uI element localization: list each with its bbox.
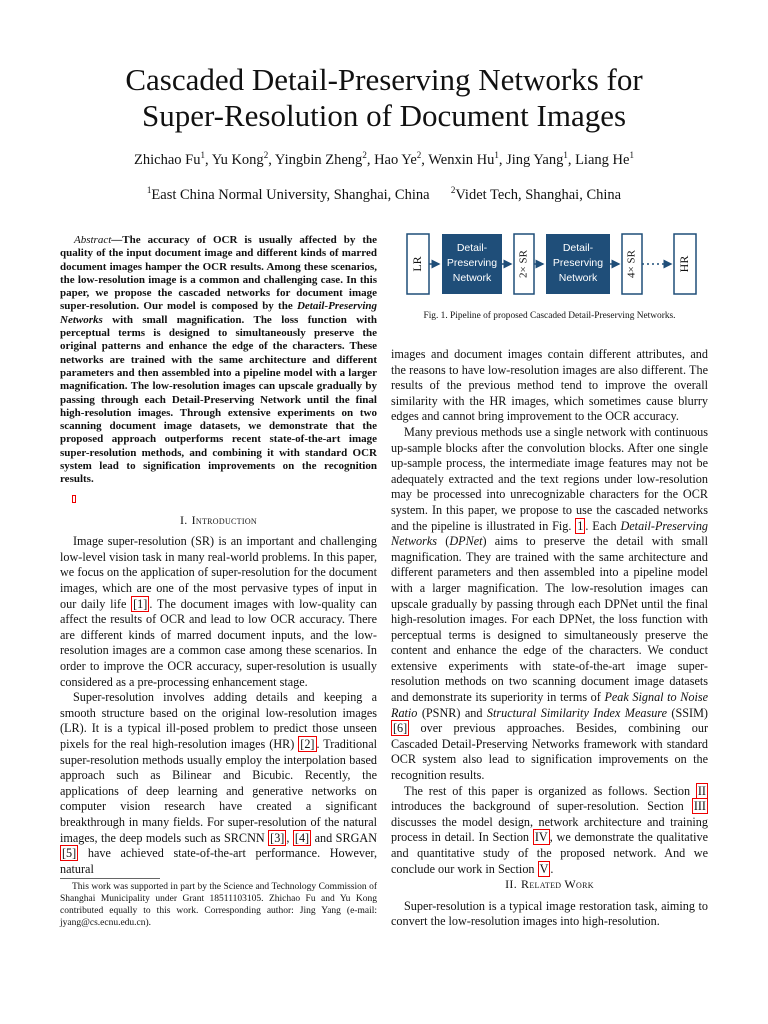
author: Hao Ye$^2$ <box>374 150 422 168</box>
lr-box <box>407 234 429 294</box>
annotation-marker <box>72 495 76 503</box>
author: Liang He$^1$ <box>575 150 634 168</box>
author: Yu Kong$^2$ <box>211 150 269 168</box>
section-link[interactable]: IV <box>534 830 548 845</box>
right-paragraph-1: images and document images contain different attributes, and the reasons to have low-resolution images are also different. The results of the previous method tend to improve the overall similarity with the HR images, which sometimes cause blurry edges and cannot bring improvement to the OCR accuracy. <box>391 347 708 424</box>
pipeline-figure <box>405 232 700 300</box>
left-column <box>60 234 377 877</box>
svg-text:Network: Network <box>452 272 492 284</box>
citation-link[interactable]: [2] <box>300 736 315 751</box>
sr4-label: 4× SR <box>625 250 638 278</box>
svg-text:Detail-: Detail- <box>456 242 488 254</box>
citation-link[interactable]: [3] <box>270 830 285 845</box>
section-heading-introduction: I. Introduction <box>180 512 257 527</box>
hr-label: HR <box>676 255 691 273</box>
paper-title <box>0 62 768 134</box>
right-paragraph-2: Many previous methods use a single network with continuous up-sample blocks after the convolution blocks. After one single up-sample process, the intermediate image features may not be adequately extracted and the text regions under low-resolution may be processed into unrecognizable characters for the OCR system. In this paper, we propose to use the cascaded networks and the pipeline is illustrated in Fig. 1 . Each Detail-Preserving Networks (DPNet) aims to preserve the detail with small magnification. They are trained with the same architecture and different parameters and then assembled into a pipeline model with a larger magnification. The low-resolution images can upscale gradually by passing through each DPNet until the final high-resolution images. For each DPNet, the loss function with perceptual terms is designed to simultaneously preserve the content and enhance the edge of the characters. We conduct extensive experiments with state-of-the-art image super-resolution methods on two scanning document image datasets and demonstrate its superiority in terms of Peak Signal to Noise Ratio (PSNR) and Structural Similarity Index Measure (SSIM) [6] over previous approaches. Besides, combining our Cascaded Detail-Preserving Networks framework with standard OCR system also lead to signification improvements on the recognition results. <box>391 424 709 783</box>
citation-link[interactable]: [4] <box>294 830 310 845</box>
footnote: This work was supported in part by the Science and Technology Commission of Shanghai Municipality under Grant 18511103105. Zhichao Fu and Yu Kong contributed equally to this work. Corresponding author: Jing Yang (e-mail: jyang@cs.ecnu.edu.cn). <box>60 882 377 928</box>
affiliation-list <box>0 187 768 204</box>
right-paragraph-3: The rest of this paper is organized as follows. Section II introduces the background of super-resolution. Section III discusses the model design, network architecture and training process in detail. In Section IV , we demonstrate the qualitative and quantitative study of the proposed network. And we conclude our work in Section V . <box>391 783 708 876</box>
section-link[interactable]: II <box>697 783 706 798</box>
citation-link[interactable]: [6] <box>393 721 408 736</box>
figure-link[interactable]: 1 <box>577 518 584 533</box>
related-paragraph-1: Super-resolution is a typical image restoration task, aiming to convert the low-resolution images into high-resolution. <box>391 898 708 929</box>
figure-caption: Fig. 1. Pipeline of proposed Cascaded Detail-Preserving Networks. <box>423 311 676 321</box>
author-list: Zhichao Fu$^1$, Yu Kong$^2$, Yingbin Zheng$^2$, Hao Ye$^2$, Wenxin Hu$^1$, Jing Yang$^1$, Liang He$^1$ <box>134 150 634 168</box>
hr-box <box>674 234 696 294</box>
dpnet-block-2 <box>546 234 610 294</box>
sr4-box <box>622 234 642 294</box>
footnote-rule <box>60 878 160 879</box>
intro-paragraph-2: Super-resolution involves adding details and keeping a smooth structure based on the original low-resolution images (LR). It is a typical ill-posed problem to predict those unseen pixels for the real high-resolution images (HR) [2] . Traditional super-resolution methods usually employ the interpolation based approach such as Bilinear and Bicubic. Recently, the applications of deep learning and generative networks on computer vision research have created a significant breakthrough in many fields. For super-resolution of the natural images, the deep models such as SRCNN [3] , [4] and SRGAN [5] have achieved state-of-the-art performance. However, natural <box>60 690 378 876</box>
svg-text:Network: Network <box>558 272 598 284</box>
related-work-section <box>391 877 708 930</box>
lr-label: LR <box>409 256 424 272</box>
section-heading-related-work: II. Related Work <box>505 877 594 891</box>
sr2-label: 2× SR <box>517 250 530 278</box>
citation-link[interactable]: [1] <box>133 596 148 611</box>
intro-paragraph-1: Image super-resolution (SR) is an important and challenging low-level vision task in many real-world problems. In this paper, we focus on the application of super-resolution for the document images, which are one of the most pervasive types of input in our daily life [1] . The document images with low-quality can affect the results of OCR and lead to low OCR accuracy. There are different kinds of marred document inputs, and the low-resolution images are a common case among these scenarios. In order to improve the OCR accuracy, super-resolution is usually considered as a pre-processing enhancement stage. <box>60 534 377 689</box>
affiliation: $^2$Videt Tech, Shanghai, China <box>450 185 622 203</box>
svg-text:Preserving: Preserving <box>446 257 498 269</box>
affiliation: $^1$East China Normal University, Shanghai, China <box>146 185 430 203</box>
svg-text:Detail-: Detail- <box>562 242 594 254</box>
abstract: Abstract—The accuracy of OCR is usually affected by the quality of the input document image and different kinds of marred document images hamper the OCR results. Among these scenarios, the low-resolution image is a common and challenging case. In this paper, we propose the cascaded networks for document image super-resolution. Our model is composed by the Detail-Preserving Networks with small magnification. The loss function with perceptual terms is designed to simultaneously preserve the original patterns and enhance the edge of the characters. These networks are trained with the same architecture and different parameters and then assembled into a pipeline model with a larger magnification. The low-resolution images can upscale gradually by passing through each Detail-Preserving Network until the final high-resolution images. Through extensive experiments on two scanning document image datasets, we demonstrate that the proposed approach outperforms recent state-of-the-art image super-resolution methods, and combining it with standard OCR system lead to signification improvements on the recognition results. <box>60 234 377 486</box>
sr2-box <box>514 234 534 294</box>
author: Wenxin Hu$^1$ <box>428 150 499 168</box>
dpnet-block-1 <box>442 234 502 294</box>
author: Jing Yang$^1$ <box>506 150 568 168</box>
author: Zhichao Fu$^1$ <box>134 150 205 168</box>
section-link[interactable]: III <box>693 799 706 814</box>
citation-link[interactable]: [5] <box>62 846 77 861</box>
title-line-2: Super-Resolution of Document Images <box>141 98 627 133</box>
title-line-1: Cascaded Detail-Preserving Networks for <box>125 62 643 97</box>
svg-text:Preserving: Preserving <box>552 257 604 269</box>
author: Yingbin Zheng$^2$ <box>274 150 367 168</box>
section-link[interactable]: V <box>539 861 549 876</box>
right-column <box>391 347 708 877</box>
